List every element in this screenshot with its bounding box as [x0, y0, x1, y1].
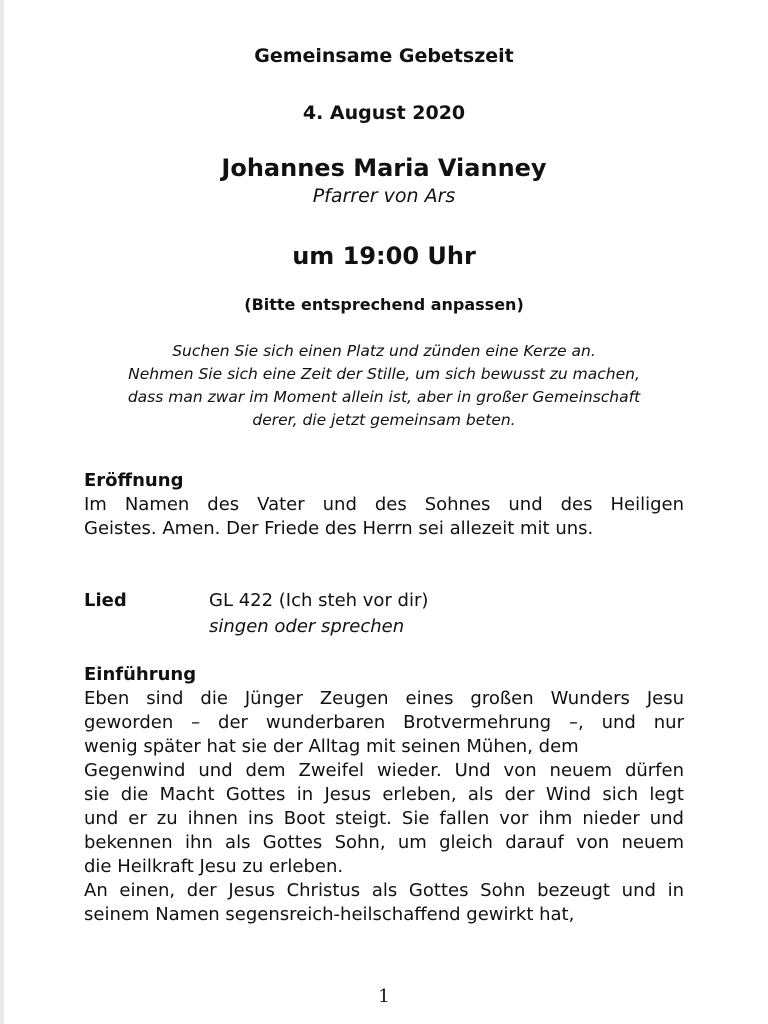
text-line: Eben sind die Jünger Zeugen eines großen Wunders Jesu — [84, 688, 684, 709]
einfuehrung-text — [84, 687, 684, 927]
lied-song: GL 422 (Ich steh vor dir) — [209, 590, 429, 611]
lied-note: singen oder sprechen — [209, 616, 405, 637]
text-line: wenig später hat sie der Alltag mit seinen Mühen, dem — [84, 736, 579, 757]
document-date: 4. August 2020 — [302, 102, 466, 124]
text-line: Im Namen des Vater und des Sohnes und des Heiligen — [84, 494, 684, 515]
eroeffnung-text — [84, 493, 684, 541]
text-line: geworden – der wunderbaren Brotvermehrung –, und nur — [84, 712, 684, 733]
intro-line: Nehmen Sie sich eine Zeit der Stille, um sich bewusst zu machen, — [128, 365, 640, 383]
text-line: bekennen ihn als Gottes Sohn, um gleich darauf von neuem — [84, 832, 684, 853]
text-line: Geistes. Amen. Der Friede des Herrn sei allezeit mit uns. — [84, 518, 594, 539]
text-line: und er zu ihnen ins Boot steigt. Sie fallen vor ihm nieder und — [84, 808, 684, 829]
text-line: die Heilkraft Jesu zu erleben. — [84, 856, 344, 877]
section-heading-einfuehrung: Einführung — [84, 664, 197, 685]
text-line: Gegenwind und dem Zweifel wieder. Und von neuem dürfen — [84, 760, 684, 781]
document-title: Gemeinsame Gebetszeit — [254, 45, 514, 67]
saint-subtitle: Pfarrer von Ars — [312, 185, 456, 207]
intro-instructions — [80, 340, 688, 432]
text-line: An einen, der Jesus Christus als Gottes Sohn bezeugt und in — [84, 880, 684, 901]
section-heading-eroeffnung: Eröffnung — [84, 470, 184, 491]
lied-label: Lied — [84, 590, 127, 611]
prayer-time: um 19:00 Uhr — [292, 242, 476, 270]
intro-line: derer, die jetzt gemeinsam beten. — [252, 411, 516, 429]
text-line: seinem Namen segensreich-heilschaffend gewirkt hat, — [84, 904, 575, 925]
saint-name: Johannes Maria Vianney — [221, 154, 547, 182]
page-number: 1 — [378, 986, 390, 1007]
adjust-note: (Bitte entsprechend anpassen) — [244, 295, 524, 314]
intro-line: Suchen Sie sich einen Platz und zünden eine Kerze an. — [172, 342, 596, 360]
text-line: sie die Macht Gottes in Jesus erleben, als der Wind sich legt — [84, 784, 684, 805]
intro-line: dass man zwar im Moment allein ist, aber in großer Gemeinschaft — [127, 388, 641, 406]
